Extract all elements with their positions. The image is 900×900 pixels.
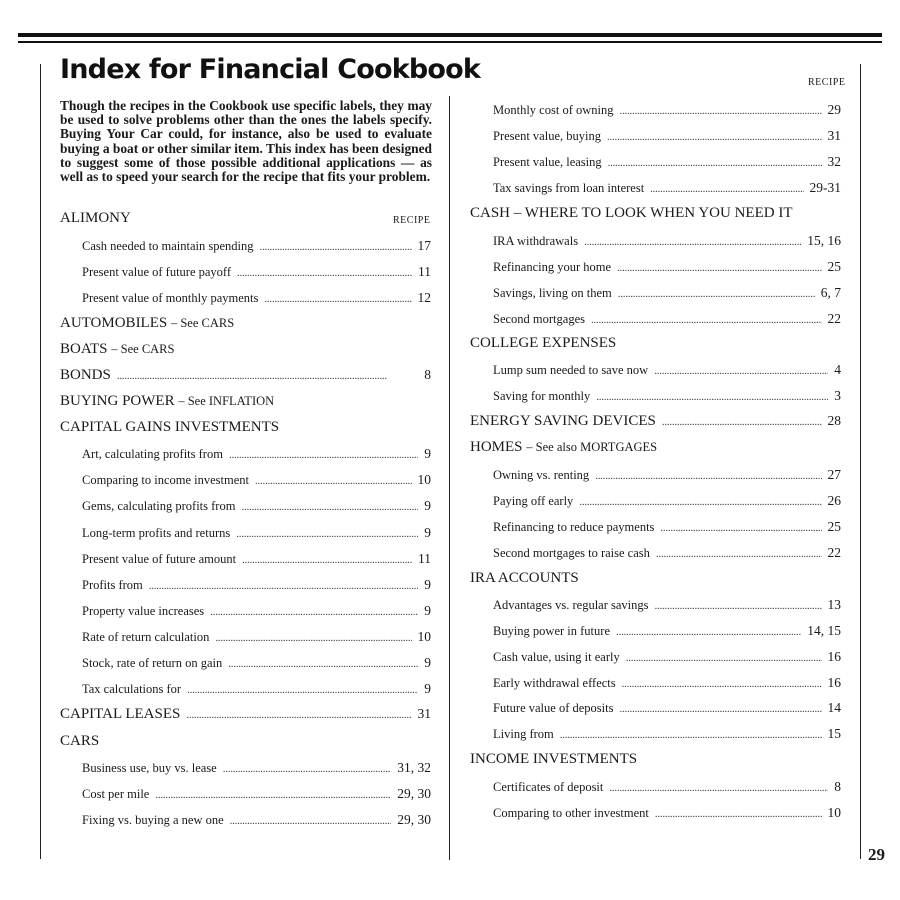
entry-page: 25 [827,519,841,534]
entry-label: Long-term profits and returns [82,526,231,540]
entry-label: Living from [493,727,554,741]
index-row [82,290,431,306]
heading-capital-gains: CAPITAL GAINS INVESTMENTS [60,419,280,435]
top-rule-thin [18,41,882,43]
entry-page: 9 [424,681,431,696]
entry-label: Cash value, using it early [493,650,620,664]
index-row [82,786,431,802]
top-rule-thick [18,33,882,37]
entry-label: Comparing to income investment [82,473,249,487]
index-row [82,525,431,541]
index-row [493,726,841,742]
index-row [493,311,841,327]
heading-text: BONDS [60,367,111,383]
heading-text: AUTOMOBILES [60,315,168,331]
index-row [493,649,841,665]
leader-dots [223,763,392,775]
entry-page: 10 [827,805,841,820]
leader-dots [117,370,418,382]
see-reference: – See CARS [170,316,235,330]
entry-page: 22 [827,545,841,560]
entry-page: 29 [827,102,841,117]
entry-page: 8 [834,779,841,794]
entry-label: Profits from [82,578,143,592]
entry-page: 9 [424,577,431,592]
heading-buying-power [60,393,274,410]
index-row-capital-leases [60,706,431,723]
leader-dots [660,522,821,534]
leader-dots [241,501,418,513]
index-row [493,675,841,691]
entry-page: 27 [827,467,841,482]
entry-label: Present value of future payoff [82,265,232,279]
entry-page: 16 [827,649,841,664]
heading-automobiles [60,315,234,332]
leader-dots [210,606,418,618]
entry-label: Property value increases [82,604,205,618]
entry-label: Stock, rate of return on gain [82,656,223,670]
column-divider [449,96,450,860]
entry-label: Gems, calculating profits from [82,499,236,513]
entry-label: Second mortgages to raise cash [493,546,650,560]
entry-page: 6, 7 [820,285,841,300]
leader-dots [149,580,418,592]
leader-dots [229,449,418,461]
index-row [82,238,431,254]
leader-dots [236,528,418,540]
leader-dots [560,729,822,741]
entry-page: 15, 16 [807,233,841,248]
index-row [82,472,431,488]
intro-paragraph: Though the recipes in the Cookbook use specific labels, they may be used to solve problems other than the ones the labels specify. Buying Your Car could, for instance, also be used to evaluate buying a boat or other similar item. This index has been designed to suggest some of those possible additional applications — as well as to speed your search for the recipe that fits your problem. [60,98,432,185]
entry-page: 9 [424,603,431,618]
entry-label: Fixing vs. buying a new one [82,813,224,827]
heading-homes [470,439,657,456]
leader-dots [215,632,411,644]
leader-dots [617,262,821,274]
entry-page: 22 [827,311,841,326]
index-row [493,519,841,535]
heading-text: HOMES [470,439,523,455]
leader-dots [609,782,828,794]
entry-page: 11 [418,264,431,279]
leader-dots [595,470,821,482]
index-row [493,623,841,639]
entry-page: 4 [834,362,841,377]
leader-dots [155,789,391,801]
entry-label: Lump sum needed to save now [493,363,649,377]
entry-label: Future value of deposits [493,701,614,715]
index-row [493,467,841,483]
leader-dots [186,709,411,721]
heading-text: BUYING POWER [60,393,175,409]
entry-page: 12 [417,290,431,305]
entry-label: Comparing to other investment [493,806,649,820]
leader-dots [616,626,801,638]
leader-dots [264,293,411,305]
entry-page: 32 [827,154,841,169]
left-border-line [40,64,41,859]
entry-label: Cost per mile [82,787,150,801]
index-row [493,128,841,144]
entry-label: Advantages vs. regular savings [493,598,649,612]
entry-page: 28 [827,413,841,428]
entry-page: 16 [827,675,841,690]
leader-dots [618,288,815,300]
entry-label: Buying power in future [493,624,610,638]
index-row [493,102,841,118]
heading-text: ENERGY SAVING DEVICES [470,413,656,429]
entry-label: Present value, buying [493,129,601,143]
leader-dots [255,475,412,487]
entry-label: Cash needed to maintain spending [82,239,254,253]
entry-label: Saving for monthly [493,389,591,403]
leader-dots [237,267,412,279]
entry-page: 8 [424,367,431,382]
page-title: Index for Financial Cookbook [60,54,481,85]
index-row [493,493,841,509]
index-row [493,180,841,196]
entry-page: 9 [424,498,431,513]
index-row [493,779,841,795]
leader-dots [608,157,822,169]
right-border-line [860,64,861,859]
entry-page: 26 [827,493,841,508]
entry-page: 15 [827,726,841,741]
entry-page: 31 [417,706,431,721]
see-reference: – See CARS [111,342,175,356]
index-row [82,498,431,514]
entry-page: 29, 30 [397,786,431,801]
leader-dots [655,600,822,612]
leader-dots [591,314,822,326]
index-row [493,388,841,404]
index-row [82,655,431,671]
entry-page: 10 [417,472,431,487]
heading-alimony: ALIMONY [60,210,131,226]
index-row [493,700,841,716]
leader-dots [622,678,822,690]
heading-text: CAPITAL LEASES [60,706,181,722]
entry-label: Tax calculations for [82,682,182,696]
page-number: 29 [868,845,885,864]
entry-page: 9 [424,655,431,670]
heading-cash: CASH – WHERE TO LOOK WHEN YOU NEED IT [470,205,793,221]
index-row [493,154,841,170]
leader-dots [619,105,821,117]
leader-dots [187,684,418,696]
see-reference: – See INFLATION [178,394,275,408]
heading-cars: CARS [60,733,100,749]
index-row [82,629,431,645]
leader-dots [230,815,392,827]
heading-college: COLLEGE EXPENSES [470,335,617,351]
entry-label: Present value of monthly payments [82,291,259,305]
index-row [82,603,431,619]
index-row [493,805,841,821]
leader-dots [655,808,822,820]
entry-page: 31 [827,128,841,143]
entry-label: Refinancing your home [493,260,612,274]
recipe-column-label-left: RECIPE [393,215,431,226]
entry-label: IRA withdrawals [493,234,579,248]
entry-label: Early withdrawal effects [493,676,616,690]
leader-dots [650,183,803,195]
entry-label: Present value, leasing [493,155,602,169]
index-row [82,446,431,462]
entry-page: 14, 15 [807,623,841,638]
index-row [82,760,431,776]
entry-page: 9 [424,446,431,461]
index-row [82,812,431,828]
index-row-energy [470,413,841,430]
heading-boats [60,341,174,358]
leader-dots [228,658,418,670]
index-row [493,362,841,378]
index-row [493,545,841,561]
entry-page: 31, 32 [397,760,431,775]
see-reference: – See also MORTGAGES [526,440,658,454]
index-row [493,259,841,275]
entry-label: Second mortgages [493,312,585,326]
entry-page: 14 [827,700,841,715]
index-row-bonds [60,367,431,384]
entry-page: 11 [418,551,431,566]
entry-page: 10 [417,629,431,644]
entry-label: Present value of future amount [82,552,237,566]
leader-dots [584,236,801,248]
index-row [82,681,431,697]
entry-page: 29, 30 [397,812,431,827]
index-row [82,264,431,280]
heading-income: INCOME INVESTMENTS [470,751,638,767]
entry-label: Rate of return calculation [82,630,210,644]
index-row [493,285,841,301]
heading-text: BOATS [60,341,108,357]
entry-page: 9 [424,525,431,540]
leader-dots [654,365,828,377]
leader-dots [662,416,822,428]
recipe-column-label-right: RECIPE [808,77,846,88]
leader-dots [607,131,822,143]
entry-page: 25 [827,259,841,274]
entry-label: Tax savings from loan interest [493,181,645,195]
entry-page: 29-31 [809,180,841,195]
entry-label: Owning vs. renting [493,468,590,482]
entry-label: Art, calculating profits from [82,447,223,461]
entry-label: Savings, living on them [493,286,612,300]
entry-label: Monthly cost of owning [493,103,614,117]
entry-label: Business use, buy vs. lease [82,761,217,775]
heading-ira: IRA ACCOUNTS [470,570,579,586]
index-row [493,233,841,249]
leader-dots [626,652,822,664]
leader-dots [242,554,412,566]
leader-dots [596,391,828,403]
index-row [82,551,431,567]
entry-page: 3 [834,388,841,403]
leader-dots [579,496,821,508]
entry-label: Certificates of deposit [493,780,604,794]
entry-label: Paying off early [493,494,574,508]
entry-page: 17 [417,238,431,253]
entry-page: 13 [827,597,841,612]
leader-dots [260,241,412,253]
entry-label: Refinancing to reduce payments [493,520,655,534]
index-row [493,597,841,613]
leader-dots [656,548,822,560]
leader-dots [619,703,821,715]
index-row [82,577,431,593]
